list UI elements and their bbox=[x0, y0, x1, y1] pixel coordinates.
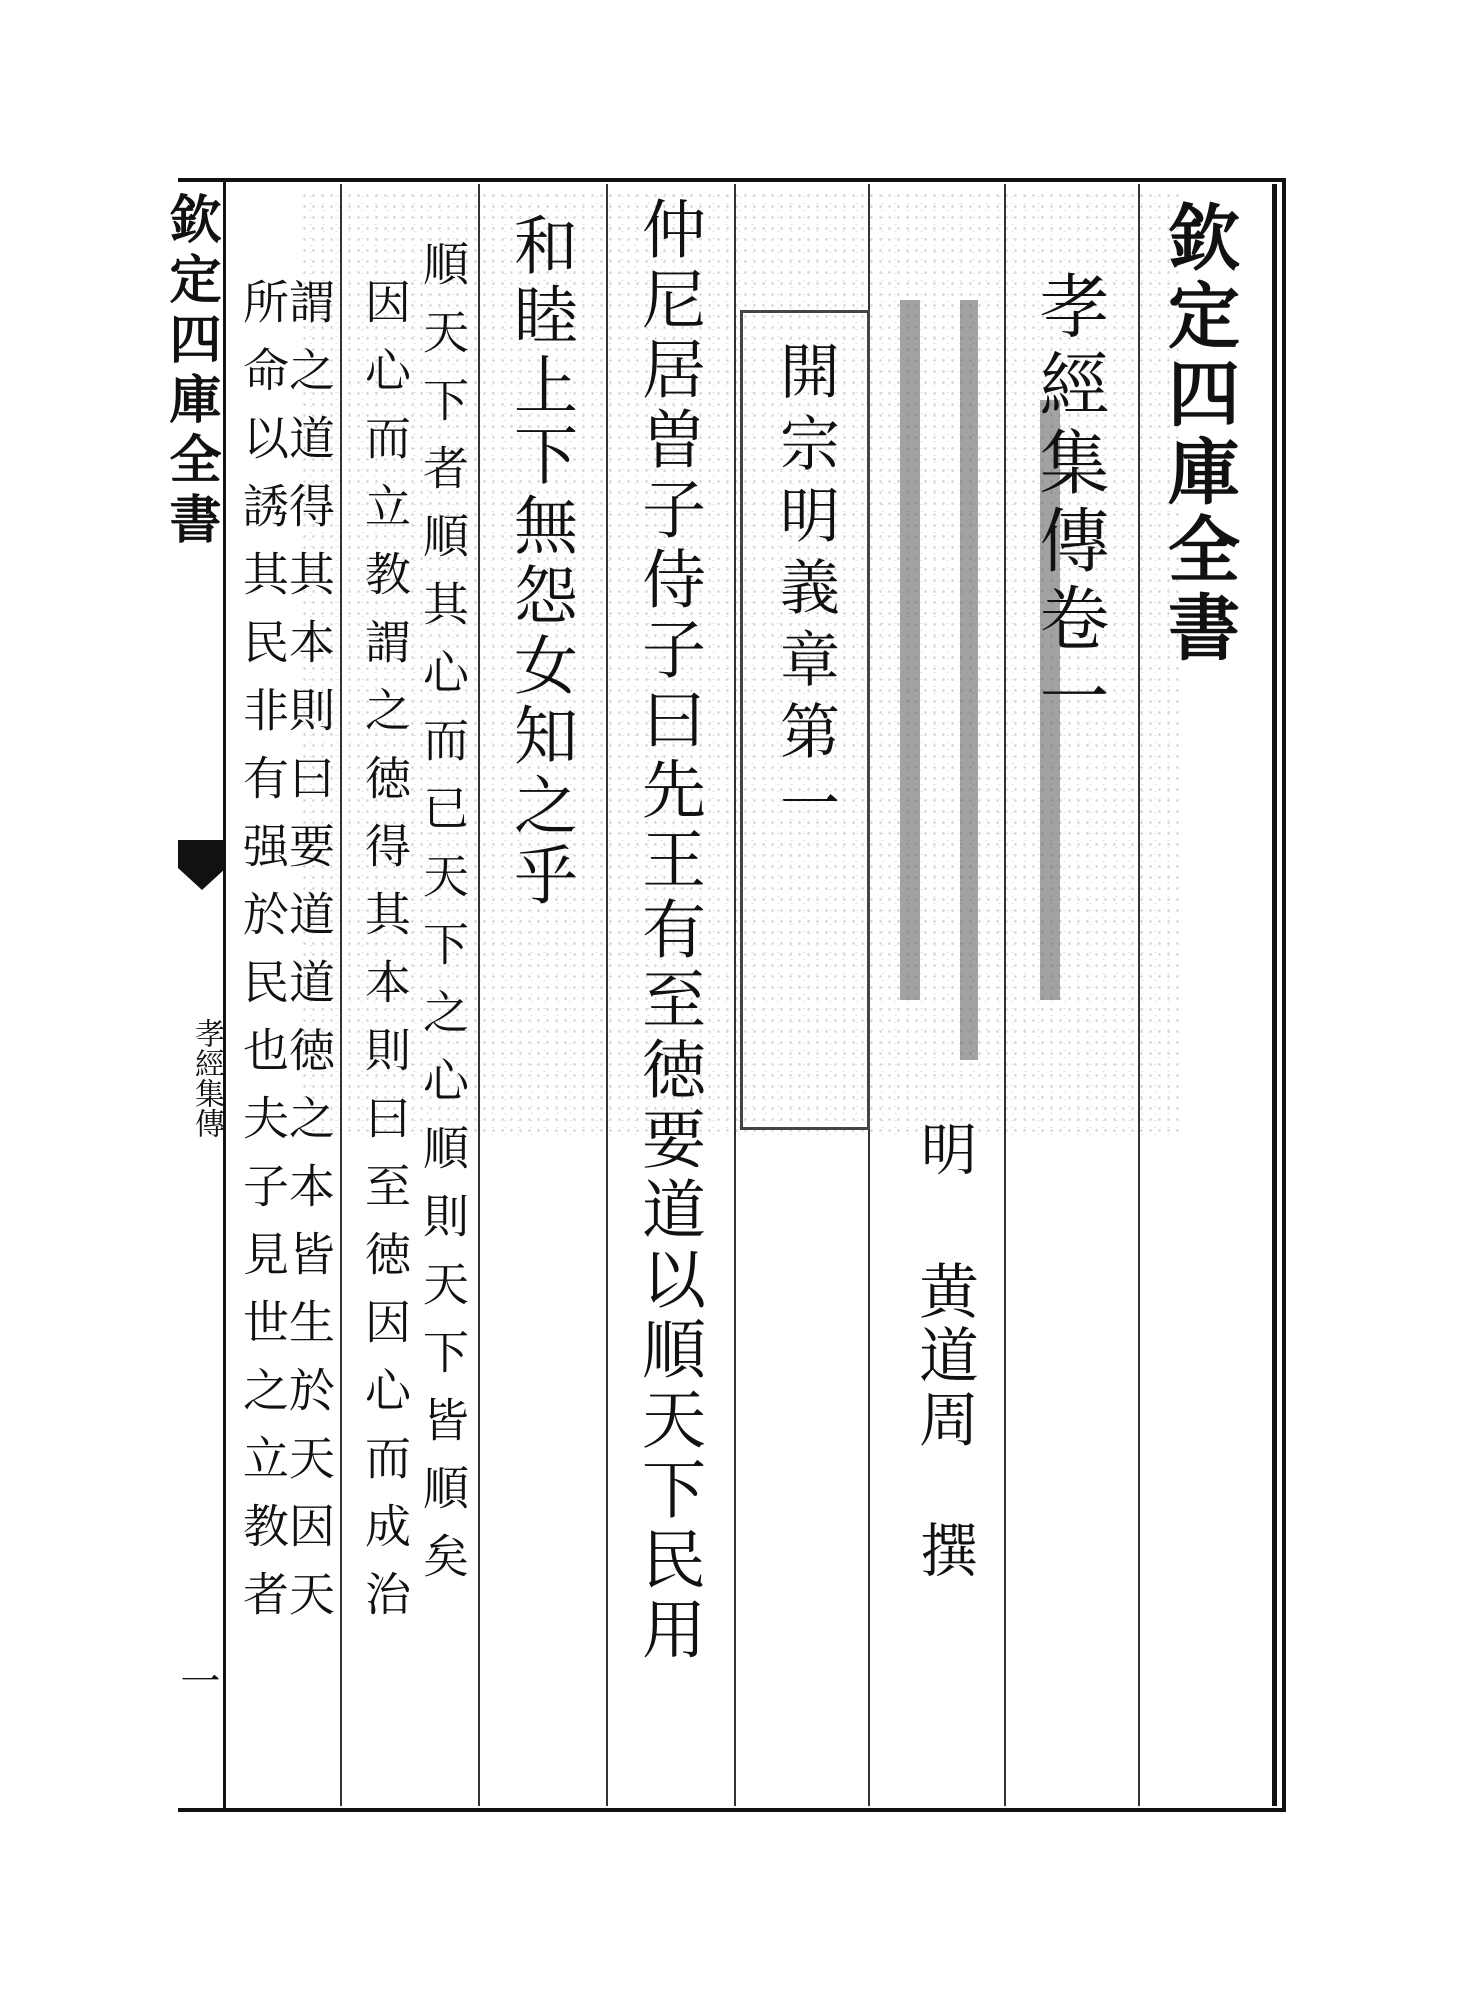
column-rule bbox=[478, 184, 480, 1806]
commentary-line-4: 所命以誘其民非有强於民也夫子見世之立教者 bbox=[236, 278, 290, 1638]
column-rule bbox=[606, 184, 608, 1806]
volume-title: 孝經集傳卷一 bbox=[1028, 270, 1110, 738]
spine-book-title: 孝經集傳 bbox=[189, 1018, 224, 1138]
classic-line-2: 和睦上下無怨女知之乎 bbox=[503, 212, 577, 912]
commentary-line-2: 因心而立教謂之徳得其本則曰至徳因心而成治 bbox=[358, 278, 412, 1638]
chapter-title: 開宗明義章第一 bbox=[770, 340, 840, 844]
spine-title: 欽定四庫全書 bbox=[160, 192, 221, 552]
frame-double-rule bbox=[1272, 184, 1277, 1806]
author-role: 撰 bbox=[910, 1520, 978, 1586]
column-rule bbox=[734, 184, 736, 1806]
seal-stroke bbox=[960, 300, 978, 1060]
spine-page-number: 一 bbox=[174, 1660, 220, 1700]
fishtail-mark bbox=[178, 840, 226, 868]
column-rule bbox=[1004, 184, 1006, 1806]
column-rule bbox=[340, 184, 342, 1806]
author-dynasty: 明 bbox=[912, 1120, 977, 1184]
fishtail-tip bbox=[178, 868, 226, 890]
author-name: 黄道周 bbox=[909, 1260, 979, 1452]
classic-line-1: 仲尼居曽子侍子曰先王有至徳要道以順天下民用 bbox=[631, 196, 705, 1666]
commentary-line-1: 順天下者順其心而已天下之心順則天下皆順矣 bbox=[416, 240, 470, 1600]
collection-title: 欽定四庫全書 bbox=[1156, 200, 1241, 668]
page-frame bbox=[160, 178, 1286, 1812]
column-rule bbox=[1138, 184, 1140, 1806]
seal-stroke bbox=[900, 300, 920, 1000]
spine-column bbox=[160, 182, 226, 1810]
commentary-line-3: 謂之道得其本則曰要道道徳之本皆生於天因天 bbox=[282, 278, 336, 1638]
